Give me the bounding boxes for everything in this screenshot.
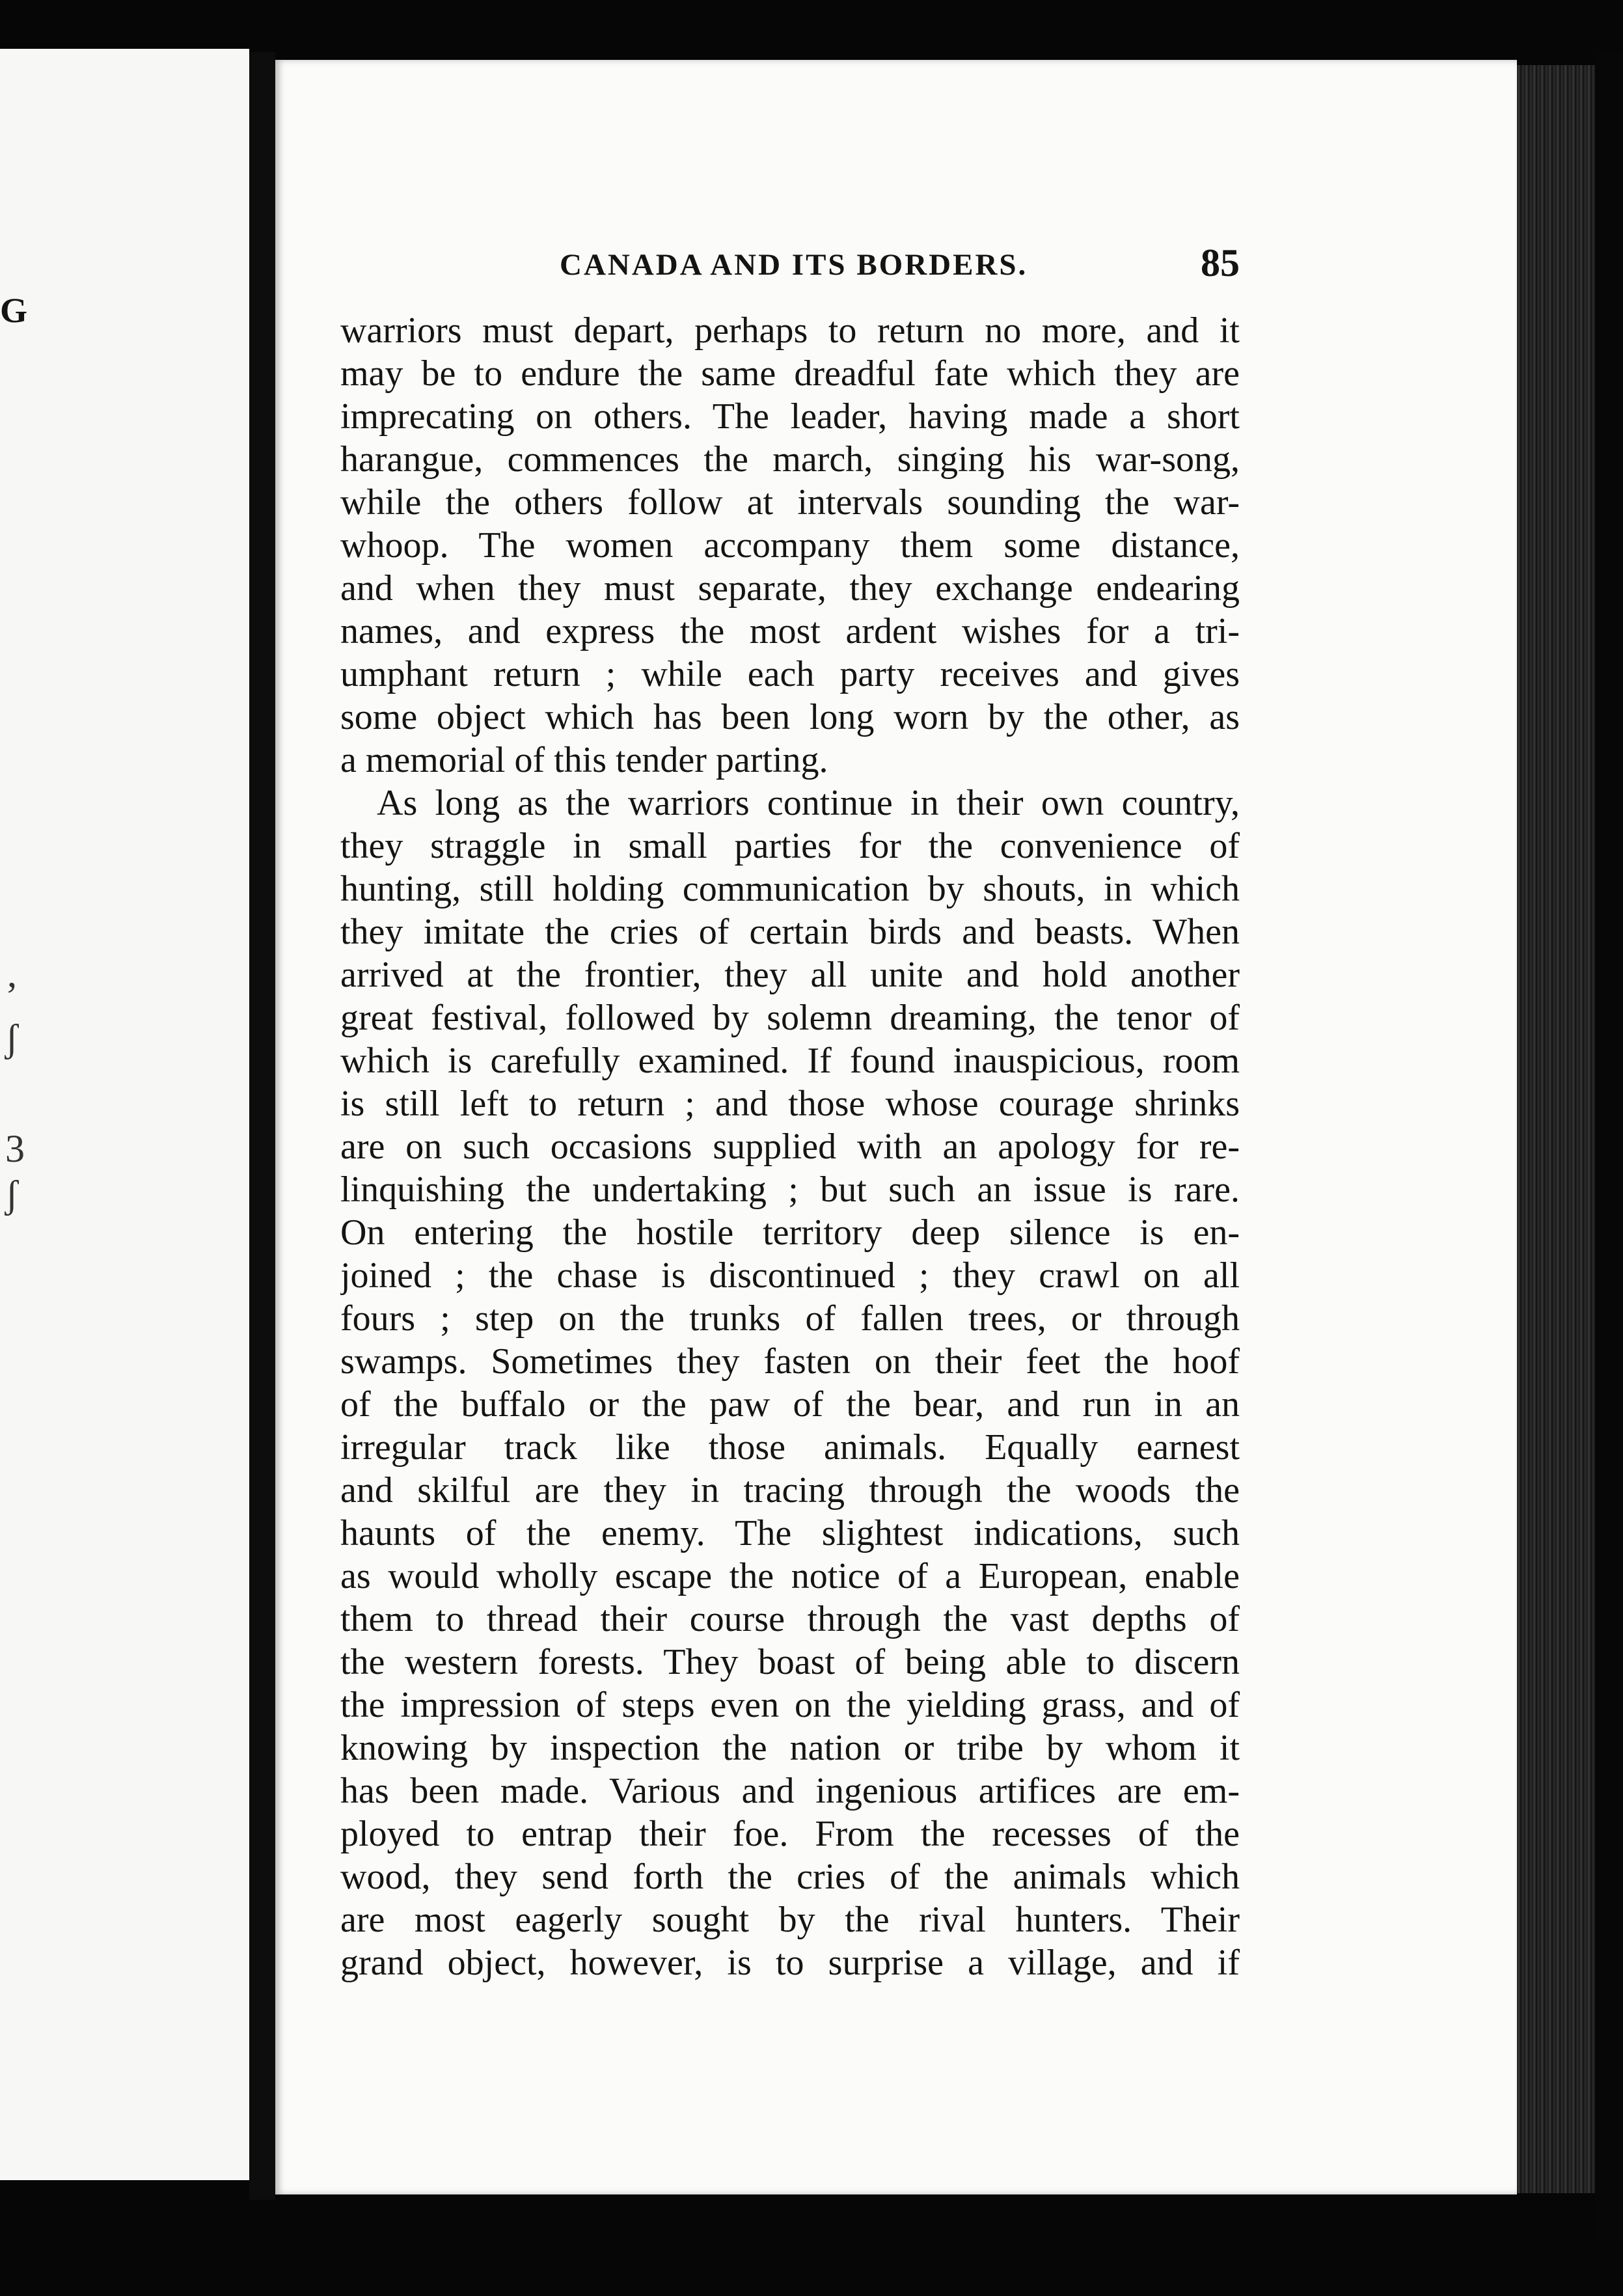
left-running-head-fragment: G [0,291,28,330]
text-line: are most eagerly sought by the rival hunters. Their [340,1900,1240,1940]
text-line: harangue, commences the march, singing his war-song, [340,439,1240,480]
text-line: arrived at the frontier, they all unite and hold another [340,955,1240,995]
text-line: whoop. The women accompany them some distance, [340,525,1240,566]
text-line: warriors must depart, perhaps to return no more, and it [340,310,1240,351]
text-line: imprecating on others. The leader, having made a short [340,396,1240,437]
text-line: while the others follow at intervals sounding the war- [340,482,1240,523]
text-line: knowing by inspection the nation or tribe by whom it [340,1728,1240,1768]
text-line: As long as the warriors continue in their own country, [377,783,1240,823]
page-edges [1517,65,1595,2193]
left-page [0,49,249,2180]
text-line: which is carefully examined. If found inauspicious, room [340,1041,1240,1081]
text-line: On entering the hostile territory deep silence is en- [340,1212,1240,1253]
text-line: ployed to entrap their foe. From the recesses of the [340,1814,1240,1854]
text-line: haunts of the enemy. The slightest indications, such [340,1513,1240,1553]
body-text [340,309,1240,1984]
text-line: great festival, followed by solemn dreaming, the tenor of [340,998,1240,1038]
text-line: of the buffalo or the paw of the bear, and run in an [340,1384,1240,1425]
scan-border [1595,52,1623,2239]
left-margin-mark: ʃ [5,1017,18,1059]
text-line: wood, they send forth the cries of the animals which [340,1857,1240,1897]
running-head: CANADA AND ITS BORDERS. [560,248,1028,282]
page-number: 85 [1201,241,1240,284]
left-margin-mark: 3 [5,1127,25,1170]
book-gutter [249,52,275,2200]
text-line: is still left to return ; and those whose courage shrinks [340,1084,1240,1124]
text-line: some object which has been long worn by the other, as [340,697,1240,737]
text-line: may be to endure the same dreadful fate which they are [340,353,1240,394]
text-line: and when they must separate, they exchange endearing [340,568,1240,608]
text-line: joined ; the chase is discontinued ; they crawl on all [340,1255,1240,1296]
text-line: irregular track like those animals. Equally earnest [340,1427,1240,1468]
text-line: hunting, still holding communication by shouts, in which [340,869,1240,909]
text-line: swamps. Sometimes they fasten on their feet the hoof [340,1341,1240,1382]
text-line: has been made. Various and ingenious artifices are em- [340,1771,1240,1811]
text-line: fours ; step on the trunks of fallen trees, or through [340,1298,1240,1339]
left-margin-mark: ʼ [5,974,18,1017]
text-line: them to thread their course through the vast depths of [340,1599,1240,1639]
text-line: they imitate the cries of certain birds and beasts. When [340,912,1240,952]
text-line: and skilful are they in tracing through the woods the [340,1470,1240,1510]
left-margin-mark: ʃ [5,1173,18,1216]
text-line: are on such occasions supplied with an apology for re- [340,1127,1240,1167]
text-line: they straggle in small parties for the convenience of [340,826,1240,866]
text-line: grand object, however, is to surprise a village, and if [340,1943,1240,1983]
text-line: a memorial of this tender parting. [340,740,828,780]
text-line: the western forests. They boast of being able to discern [340,1642,1240,1682]
text-line: as would wholly escape the notice of a European, enable [340,1556,1240,1596]
text-line: names, and express the most ardent wishes for a tri- [340,611,1240,651]
text-line: umphant return ; while each party receives and gives [340,654,1240,694]
page-header [342,241,1240,286]
text-line: linquishing the undertaking ; but such an issue is rare. [340,1169,1240,1210]
text-line: the impression of steps even on the yielding grass, and of [340,1685,1240,1725]
